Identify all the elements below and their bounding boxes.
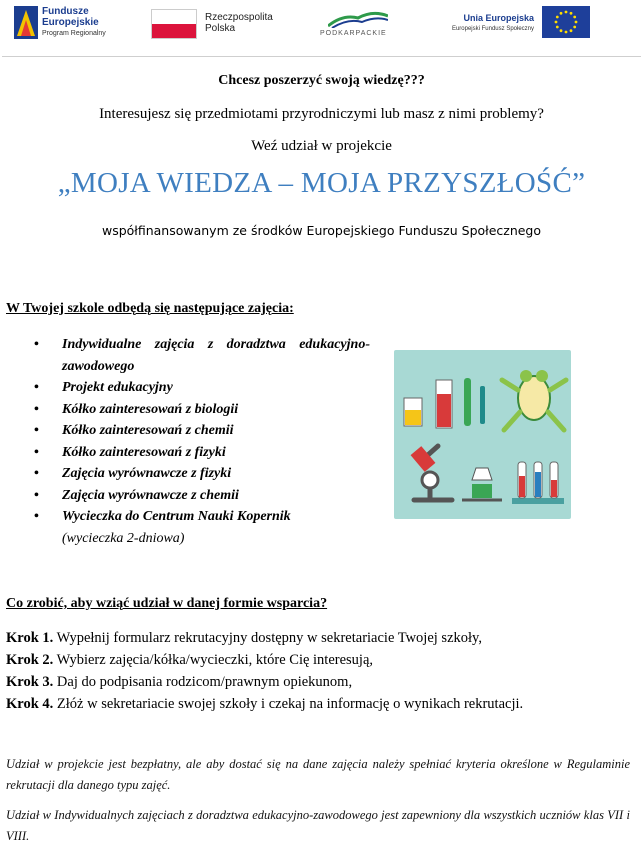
heading-question: Chcesz poszerzyć swoją wiedzę??? <box>218 73 425 88</box>
step-text: Złóż w sekretariacie swojej szkoły i czekaj na informację o wynikach rekrutacji. <box>56 696 524 712</box>
activities-list <box>28 334 370 549</box>
step-label: Krok 2. <box>6 652 54 668</box>
list-item-note: (wycieczka 2-dniowa) <box>62 530 185 546</box>
logo-fundusze-europejskie <box>14 4 124 42</box>
list-item-text: Kółko zainteresowań z chemii <box>62 423 234 438</box>
step-3 <box>6 671 628 693</box>
list-item: • Wycieczka do Centrum Nauki Kopernik (wycieczka 2-dniowa) <box>34 509 291 546</box>
cofinanced-line: współfinansowanym ze środków Europejskiego Funduszu Społecznego <box>101 223 542 238</box>
list-item-text: Zajęcia wyrównawcze z fizyki <box>62 466 232 481</box>
list-item-text: Projekt edukacyjny <box>62 380 173 395</box>
note-free: Udział w projekcie jest bezpłatny, ale aby dostać się na dane zajęcia należy spełniać kryteria określone w Regulaminie rekrutacji dla danego typu zajęć. <box>6 757 630 792</box>
step-1 <box>6 627 628 649</box>
logo-ue-line1: Unia Europejska <box>463 13 534 23</box>
note-guaranteed: Udział w Indywidualnych zajęciach z doradztwa edukacyjno-zawodowego jest zapewniony dla wszystkich uczniów klas VII i VIII. <box>6 808 630 843</box>
header-separator <box>2 56 641 57</box>
eu-flag-icon <box>542 6 590 38</box>
logo-rzeczpospolita-polska <box>151 4 301 42</box>
step-label: Krok 1. <box>6 630 54 646</box>
list-item: • Indywidualne zajęcia z doradztwa edukacyjno-zawodowego <box>34 337 370 374</box>
step-label: Krok 4. <box>6 696 54 712</box>
list-item-text: Wycieczka do Centrum Nauki Kopernik <box>62 509 291 524</box>
heading-join: Weź udział w projekcie <box>251 138 392 154</box>
how-heading: Co zrobić, aby wziąć udział w danej formie wsparcia? <box>6 596 328 611</box>
logo-pk-text: PODKARPACKIE <box>320 30 387 37</box>
activities-heading: W Twojej szkole odbędą się następujące zajęcia: <box>6 301 294 316</box>
step-text: Wypełnij formularz rekrutacyjny dostępny w sekretariacie Twojej szkoły, <box>56 630 482 646</box>
project-title: „MOJA WIEDZA – MOJA PRZYSZŁOŚĆ” <box>57 167 586 199</box>
logo-rp-line2: Polska <box>205 23 236 34</box>
step-2 <box>6 649 628 671</box>
list-item: • Projekt edukacyjny <box>34 380 173 395</box>
logo-fe-line2: Europejskie <box>42 17 99 28</box>
list-item: • Kółko zainteresowań z biologii <box>34 401 239 417</box>
fundusze-europejskie-icon <box>14 6 38 39</box>
list-item-text: Zajęcia wyrównawcze z chemii <box>62 487 239 503</box>
list-item: • Zajęcia wyrównawcze z fizyki <box>34 466 232 481</box>
logo-fe-line3: Program Regionalny <box>42 30 106 37</box>
step-4 <box>6 693 628 715</box>
logo-unia-europejska <box>434 4 594 42</box>
step-label: Krok 3. <box>6 674 54 690</box>
heading-interest: Interesujesz się przedmiotami przyrodniczymi lub masz z nimi problemy? <box>99 106 544 122</box>
logo-ue-line2: Europejski Fundusz Społeczny <box>451 26 534 32</box>
logo-rp-line1: Rzeczpospolita <box>205 12 273 23</box>
polish-flag-icon <box>151 9 197 39</box>
list-item: • Kółko zainteresowań z fizyki <box>34 444 226 460</box>
list-item: • Kółko zainteresowań z chemii <box>34 423 234 438</box>
science-lab-illustration <box>394 350 571 519</box>
step-text: Daj do podpisania rodzicom/prawnym opiekunom, <box>56 674 353 690</box>
logo-fe-line1: Fundusze <box>42 6 89 17</box>
steps <box>6 627 628 715</box>
logo-podkarpackie <box>318 4 398 42</box>
list-item-text: Indywidualne zajęcia z doradztwa edukacyjno-zawodowego <box>62 337 370 374</box>
list-item: • Zajęcia wyrównawcze z chemii <box>34 487 239 503</box>
step-text: Wybierz zajęcia/kółka/wycieczki, które Cię interesują, <box>56 652 374 668</box>
podkarpackie-mountains-icon <box>328 8 388 28</box>
science-lab-icon <box>394 350 571 519</box>
list-item-text: Kółko zainteresowań z fizyki <box>62 444 226 460</box>
list-item-text: Kółko zainteresowań z biologii <box>62 401 239 417</box>
